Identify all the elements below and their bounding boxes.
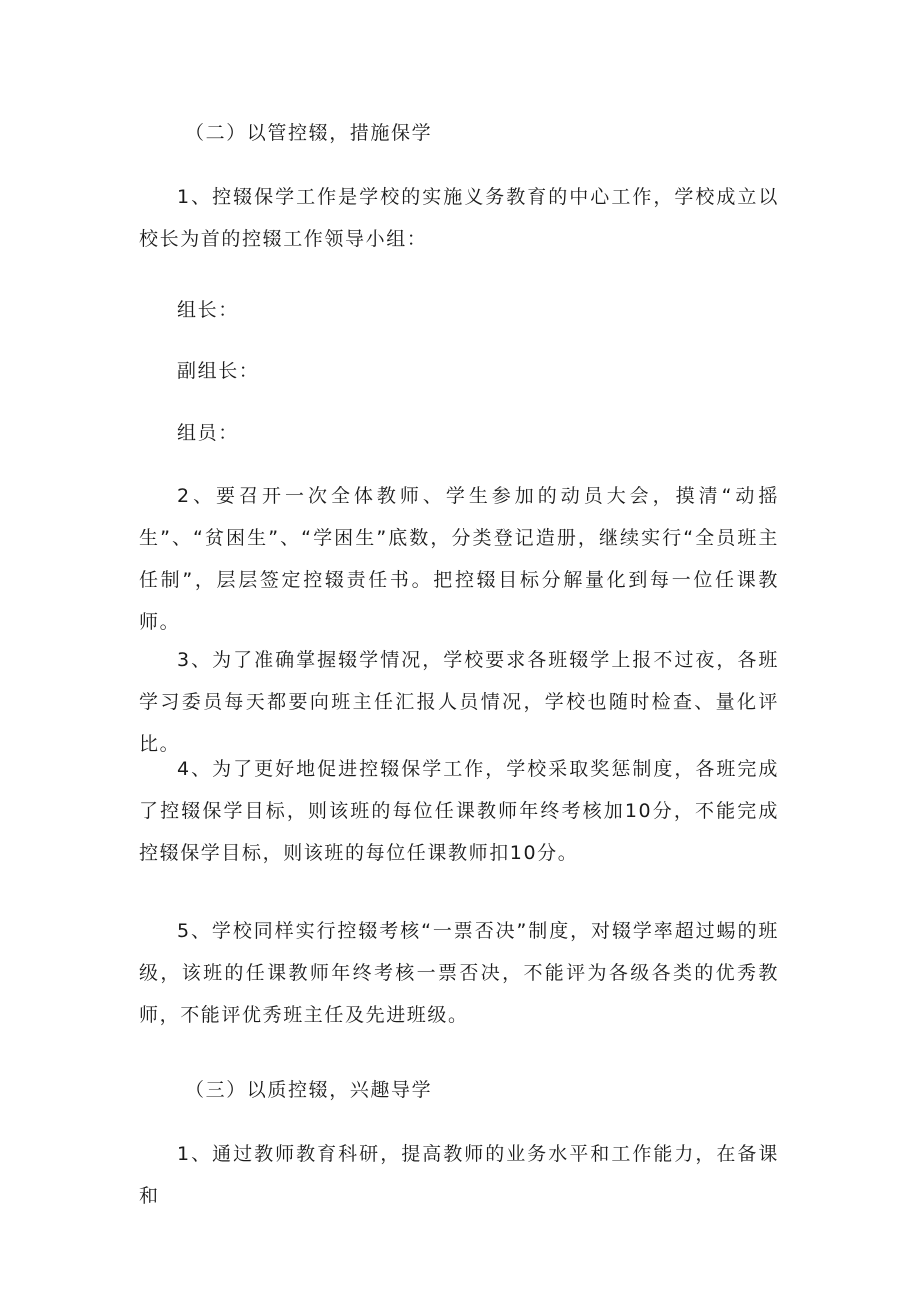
deputy-leader-label: 副组长： bbox=[177, 360, 260, 382]
paragraph-item-4: 4、为了更好地促进控辍保学工作，学校采取奖惩制度，各班完成了控辍保学目标，则该班的每位任课教师年终考核加10分，不能完成控辍保学目标，则该班的每位任课教师扣10分。 bbox=[139, 758, 779, 864]
section-heading-2: （二）以管控辍，措施保学 bbox=[185, 122, 433, 144]
members-label: 组员： bbox=[177, 422, 239, 444]
section-heading-3: （三）以质控辍，兴趣导学 bbox=[185, 1079, 433, 1101]
paragraph-item-1: 1、控辍保学工作是学校的实施义务教育的中心工作，学校成立以校长为首的控辍工作领导小组： bbox=[139, 186, 779, 250]
paragraph-item-3-1: 1、通过教师教育科研，提高教师的业务水平和工作能力，在备课和 bbox=[139, 1143, 779, 1207]
paragraph-item-5: 5、学校同样实行控辍考核“一票否决”制度，对辍学率超过蜴的班级，该班的任课教师年终考核一票否决，不能评为各级各类的优秀教师，不能评优秀班主任及先进班级。 bbox=[139, 920, 779, 1026]
leader-label: 组长： bbox=[177, 299, 239, 321]
paragraph-item-3: 3、为了准确掌握辍学情况，学校要求各班辍学上报不过夜，各班学习委员每天都要向班主任汇报人员情况，学校也随时检查、量化评比。 bbox=[139, 649, 779, 755]
paragraph-item-2: 2、要召开一次全体教师、学生参加的动员大会，摸清“动摇生”、“贫困生”、“学困生”底数，分类登记造册，继续实行“全员班主任制”，层层签定控辍责任书。把控辍目标分解量化到每一位任课教师。 bbox=[139, 485, 779, 633]
